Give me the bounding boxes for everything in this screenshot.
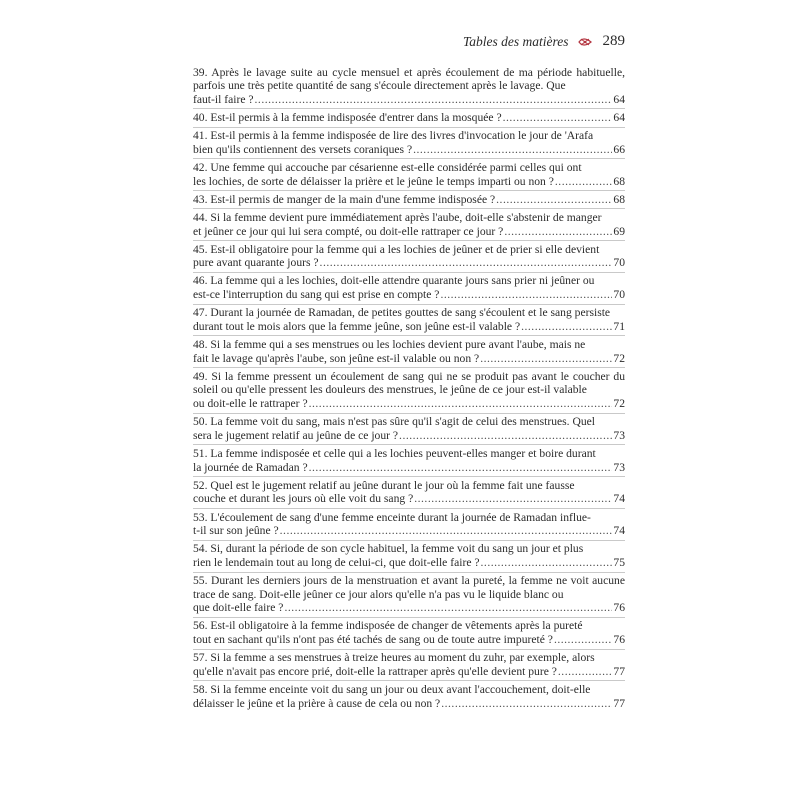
toc-entry[interactable] [193,650,625,682]
toc-entry-text: 42. Une femme qui accouche par césarienne est-elle considérée parmi celles qui ont [193,160,582,174]
toc-entry[interactable] [193,681,625,712]
toc-entry-last-line: fait le lavage qu'après l'aube, son jeûne est-il valable ou non ? [193,351,480,365]
toc-page-number: 73 [613,428,625,442]
toc-entry-text: 44. Si la femme devient pure immédiatement après l'aube, doit-elle s'abstenir de manger [193,210,602,224]
toc-page-number: 69 [613,224,625,238]
toc-entry[interactable] [193,159,625,191]
toc-entry-text: 54. Si, durant la période de son cycle habituel, la femme voit du sang un jour et plus [193,542,584,556]
toc-entry[interactable] [193,414,625,446]
toc-entry-last-line: qu'elle n'avait pas encore prié, doit-elle la rattraper après qu'elle devient pure ? [193,664,557,678]
toc-page-number: 75 [613,555,625,569]
toc-entry-last-line: est-ce l'interruption du sang qui est prise en compte ? [193,288,440,302]
toc-page-number: 70 [613,288,625,302]
toc-page-number: 74 [613,524,625,538]
toc-entry[interactable] [193,64,625,109]
toc-entry-text: 47. Durant la journée de Ramadan, de petites gouttes de sang s'écoulent et le sang persiste [193,306,611,320]
toc-page-number: 68 [613,174,625,188]
page-number: 289 [602,33,625,49]
toc-entry[interactable] [193,618,625,650]
toc-entry-last-line: que doit-elle faire ? [193,601,284,615]
toc-entry-text: 52. Quel est le jugement relatif au jeûne durant le jour où la femme fait une fausse [193,478,575,492]
dot-leader [555,175,613,189]
toc-page-number: 73 [613,460,625,474]
toc-entry-text: 57. Si la femme a ses menstrues à treize heures au moment du zuhr, par exemple, alors [193,651,595,665]
toc-entry[interactable] [193,336,625,368]
toc-page-number: 71 [613,319,625,333]
toc-page-number: 76 [613,633,625,647]
toc-page-number: 72 [613,351,625,365]
dot-leader [480,352,612,366]
dot-leader [320,256,613,270]
dot-leader [284,601,612,615]
toc-page-number: 77 [613,696,625,710]
toc-entry-text: 46. La femme qui a les lochies, doit-elle attendre quarante jours sans prier ni jeûner ou [193,274,595,288]
toc-page-number: 74 [613,492,625,506]
toc-entry[interactable] [193,368,625,413]
toc-entry-last-line: t-il sur son jeûne ? [193,524,279,538]
toc-entry[interactable] [193,273,625,305]
toc-entry[interactable] [193,209,625,241]
toc-entry-last-line: durant tout le mois alors que la femme jeûne, son jeûne est-il valable ? [193,319,521,333]
toc-page-number: 76 [613,601,625,615]
dot-leader [414,492,612,506]
toc-page-number: 64 [613,92,625,106]
toc-page-number: 64 [613,110,625,124]
dot-leader [441,697,612,711]
dot-leader [496,193,612,207]
toc-entry-text: 51. La femme indisposée et celle qui a les lochies peuvent-elles manger et boire durant [193,446,596,460]
toc-page-number: 68 [613,192,625,206]
toc-page-number: 70 [613,256,625,270]
dot-leader [399,429,612,443]
toc-entry-last-line: faut-il faire ? [193,92,254,106]
dot-leader [554,633,612,647]
toc-entry-last-line: pure avant quarante jours ? [193,256,319,270]
toc-entry-last-line: ou doit-elle le rattraper ? [193,397,308,410]
toc-entry-last-line: 43. Est-il permis de manger de la main d'une femme indisposée ? [193,192,496,206]
toc-entry-last-line: la journée de Ramadan ? [193,460,308,474]
dot-leader [413,143,612,157]
running-title: Tables des matières [462,33,569,49]
toc-entry[interactable] [193,109,625,127]
dot-leader [280,524,613,538]
dot-leader [521,320,612,334]
dot-leader [481,556,613,570]
toc-entry-text: 45. Est-il obligatoire pour la femme qui a les lochies de jeûner et de prier si elle devient [193,242,600,256]
toc-entry-last-line: 40. Est-il permis à la femme indisposée d'entrer dans la mosquée ? [193,110,502,124]
toc-entry-last-line: délaisser le jeûne et la prière à cause de cela ou non ? [193,696,441,710]
toc-entry-text: 56. Est-il obligatoire à la femme indisposée de changer de vêtements après la pureté [193,619,583,633]
toc-entry-text: 49. Si la femme pressent un écoulement de sang qui ne se produit pas avant le coucher du soleil ou qu'elle pressent les douleurs des menstrues, le jeûne de ce jour est-il valable [193,369,625,397]
toc-entry[interactable] [193,191,625,209]
toc-page-number: 72 [613,397,625,410]
toc-page-number: 77 [613,664,625,678]
toc-entry-last-line: sera le jugement relatif au jeûne de ce jour ? [193,428,399,442]
toc-entry[interactable] [193,305,625,337]
toc-entry[interactable] [193,445,625,477]
page-header [463,33,625,50]
toc-entry[interactable] [193,241,625,273]
toc-entry[interactable] [193,573,625,618]
toc-entry[interactable] [193,477,625,509]
toc-entry-last-line: rien le lendemain tout au long de celui-ci, que doit-elle faire ? [193,555,480,569]
toc-entry-text: 53. L'écoulement de sang d'une femme enceinte durant la journée de Ramadan influe- [193,510,591,524]
dot-leader [440,288,612,302]
toc-entry-text: 48. Si la femme qui a ses menstrues ou les lochies devient pure avant l'aube, mais ne [193,338,586,352]
floral-ornament-icon [577,36,593,48]
toc-entry-text: 58. Si la femme enceinte voit du sang un jour ou deux avant l'accouchement, doit-elle [193,683,591,697]
toc-entry-last-line: couche et durant les jours où elle voit du sang ? [193,492,414,506]
toc-entry-last-line: et jeûner ce jour qui lui sera compté, ou doit-elle rattraper ce jour ? [193,224,504,238]
toc-entry[interactable] [193,128,625,160]
dot-leader [504,225,612,239]
dot-leader [309,397,613,411]
toc-entry-last-line: tout en sachant qu'ils n'ont pas été tachés de sang ou de toute autre impureté ? [193,633,553,647]
dot-leader [558,665,613,679]
toc-entry[interactable] [193,509,625,541]
table-of-contents [193,64,625,712]
toc-entry-last-line: les lochies, de sorte de délaisser la prière et le jeûne le temps imparti ou non ? [193,174,554,188]
toc-entry-text: 41. Est-il permis à la femme indisposée de lire des livres d'invocation le jour de 'Arafa [193,129,594,143]
toc-entry-text: 50. La femme voit du sang, mais n'est pas sûre qu'il s'agit de celui des menstrues. Quel [193,415,595,429]
dot-leader [503,111,613,125]
dot-leader [255,93,613,107]
toc-entry-text: 39. Après le lavage suite au cycle mensuel et après écoulement de ma période habituelle, parfois une très petite quantité de sang s'écoule directement après le lavage. Que [193,65,625,93]
toc-entry-last-line: bien qu'ils contiennent des versets coraniques ? [193,142,413,156]
toc-entry-text: 55. Durant les derniers jours de la menstruation et avant la pureté, la femme ne voit aucune trace de sang. Doit-elle jeûner ce jour alors qu'elle n'a pas vu le liquide blanc ou [193,574,625,601]
dot-leader [309,461,613,475]
toc-page-number: 66 [613,142,625,156]
toc-entry[interactable] [193,541,625,573]
